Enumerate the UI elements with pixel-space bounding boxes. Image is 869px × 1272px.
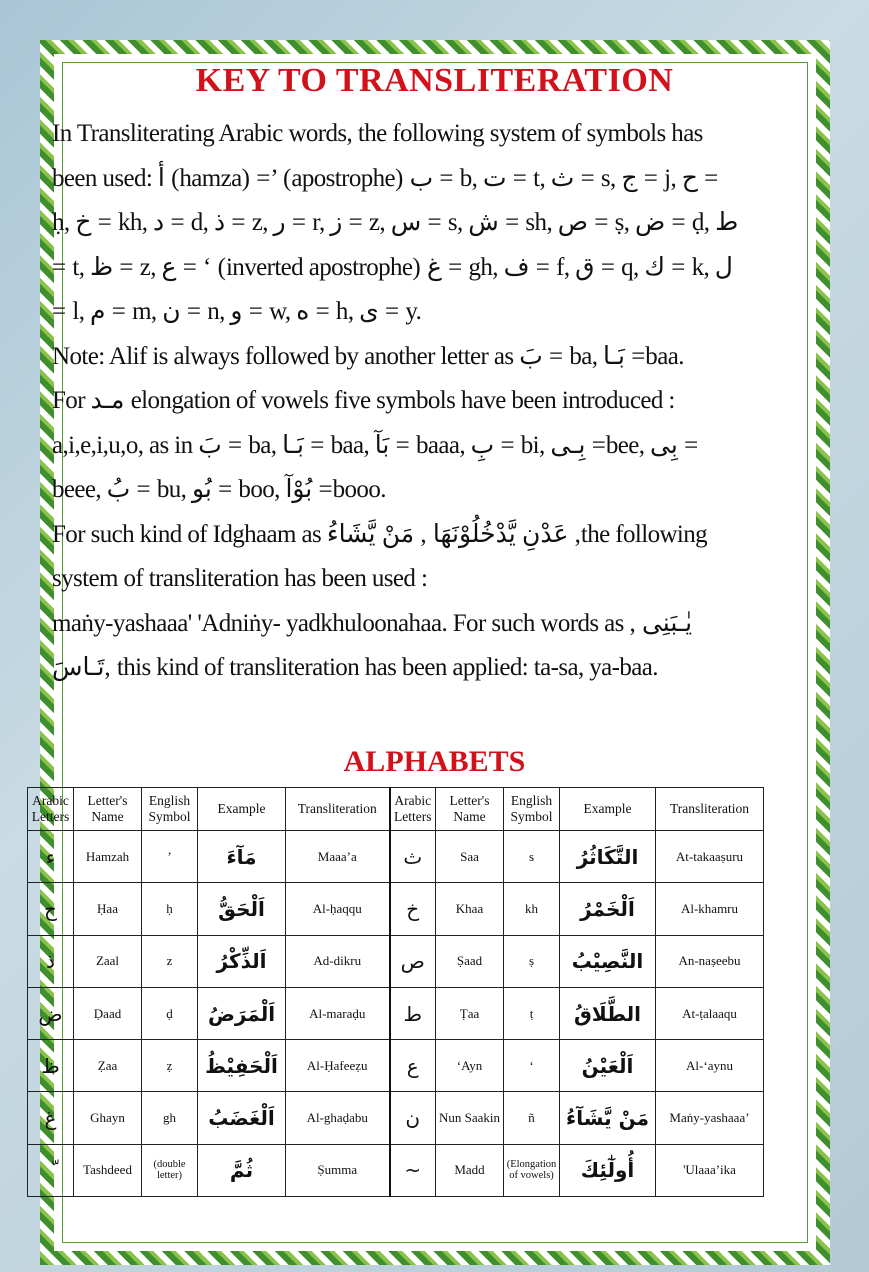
examples-paragraph: maṅy-yashaaa' 'Adniṅy- yadkhuloonahaa. For such words as يٰـبَنِى , تَـاسَ, this kind of transliteration has been applied: ta-sa, ya-baa.: [52, 609, 693, 681]
page-title: KEY TO TRANSLITERATION: [195, 62, 674, 99]
arabic-example: مَآءَ: [198, 831, 286, 883]
arabic-example: اَلذِّكْرُ: [198, 935, 286, 987]
header-arabic-letters: Arabic Letters: [28, 788, 74, 831]
table-row: [28, 935, 764, 987]
letter-name: Madd: [436, 1144, 504, 1196]
english-symbol: ‘: [504, 1040, 560, 1092]
arabic-example: اَلْحَقُّ: [198, 883, 286, 935]
idghaam-paragraph: For such kind of Idghaam as عَدْنِ يَّدْخُلُوْنَهَا , مَنْ يَّشَاءُ ,the following system of transliteration has been used :: [52, 520, 708, 592]
transliteration: Al-ḥaqqu: [286, 883, 390, 935]
alif-note: Note: Alif is always followed by another letter as بَ = ba, بَـا =baa.: [52, 342, 684, 370]
arabic-letter: ط: [390, 987, 436, 1039]
english-symbol: (Elongation of vowels): [504, 1144, 560, 1196]
header-letter-name: Letter's Name: [436, 788, 504, 831]
arabic-letter: ض: [28, 987, 74, 1039]
letter-name: Ghayn: [74, 1092, 142, 1144]
arabic-example: أُولٰٓئِكَ: [560, 1144, 656, 1196]
letter-name: Ḍaad: [74, 987, 142, 1039]
table-row: [28, 987, 764, 1039]
transliteration: At-ṭalaaqu: [656, 987, 764, 1039]
alphabets-table: [27, 787, 764, 1197]
english-symbol: ñ: [504, 1092, 560, 1144]
arabic-letter: ء: [28, 831, 74, 883]
letter-name: ‘Ayn: [436, 1040, 504, 1092]
arabic-example: اَلْغَضَبُ: [198, 1092, 286, 1144]
english-symbol: ṭ: [504, 987, 560, 1039]
transliteration: Al-ghaḍabu: [286, 1092, 390, 1144]
table-header-row: [28, 788, 764, 831]
arabic-example: ثُمَّ: [198, 1144, 286, 1196]
arabic-example: التَّكَاثُرُ: [560, 831, 656, 883]
arabic-letter: ~: [390, 1144, 436, 1196]
arabic-letter: ظ: [28, 1040, 74, 1092]
transliteration: Al-maraḍu: [286, 987, 390, 1039]
transliteration: 'Ulaaa’ika: [656, 1144, 764, 1196]
arabic-letter: ن: [390, 1092, 436, 1144]
arabic-letter: ذ: [28, 935, 74, 987]
symbols-paragraph: In Transliterating Arabic words, the following system of symbols has been used: أ (hamza) =’ (apostrophe) ب = b, ت = t, ث = s, ج = j, ح = ḥ, خ = kh, د = d, ذ = z, ر = r, ز = z, س = s, ش = sh, ص = ṣ, ض = ḍ, ط = t, ظ = z, ع = ‘ (inverted apostrophe) غ = gh, ف = f, ق = q, ك = k, ل = l, م = m, ن = n, و = w, ه = h, ى = y.: [52, 120, 739, 325]
arabic-example: مَنْ يَّشَآءُ: [560, 1092, 656, 1144]
table-row: [28, 883, 764, 935]
transliteration: Ad-dikru: [286, 935, 390, 987]
english-symbol: ṣ: [504, 935, 560, 987]
header-arabic-letters: Arabic Letters: [390, 788, 436, 831]
transliteration: Al-‘aynu: [656, 1040, 764, 1092]
header-example: Example: [560, 788, 656, 831]
letter-name: Hamzah: [74, 831, 142, 883]
table-row: [28, 1144, 764, 1196]
transliteration: Maṅy-yashaaa’: [656, 1092, 764, 1144]
letter-name: Tashdeed: [74, 1144, 142, 1196]
english-symbol: z: [142, 935, 198, 987]
english-symbol: (double letter): [142, 1144, 198, 1196]
header-example: Example: [198, 788, 286, 831]
english-symbol: ẓ: [142, 1040, 198, 1092]
letter-name: Saa: [436, 831, 504, 883]
transliteration: Al-Ḥafeeẓu: [286, 1040, 390, 1092]
alphabets-title: ALPHABETS: [343, 745, 526, 778]
table-row: [28, 1040, 764, 1092]
transliteration: Maaa’a: [286, 831, 390, 883]
table-row: [28, 1092, 764, 1144]
letter-name: Ẓaa: [74, 1040, 142, 1092]
letter-name: Ṣaad: [436, 935, 504, 987]
arabic-example: اَلْعَيْنُ: [560, 1040, 656, 1092]
arabic-letter: غ: [28, 1092, 74, 1144]
letter-name: Nun Saakin: [436, 1092, 504, 1144]
english-symbol: kh: [504, 883, 560, 935]
transliteration: Al-khamru: [656, 883, 764, 935]
letter-name: Ḥaa: [74, 883, 142, 935]
arabic-letter: [28, 1144, 74, 1196]
header-english-symbol: English Symbol: [504, 788, 560, 831]
transliteration: An-naṣeebu: [656, 935, 764, 987]
english-symbol: gh: [142, 1092, 198, 1144]
table-row: [28, 831, 764, 883]
letter-name: Khaa: [436, 883, 504, 935]
arabic-example: النَّصِيْبُ: [560, 935, 656, 987]
arabic-letter: خ: [390, 883, 436, 935]
arabic-letter: ث: [390, 831, 436, 883]
transliteration: Ṣumma: [286, 1144, 390, 1196]
arabic-letter: ح: [28, 883, 74, 935]
arabic-example: الطَّلَاقُ: [560, 987, 656, 1039]
arabic-example: اَلْمَرَضُ: [198, 987, 286, 1039]
header-letter-name: Letter's Name: [74, 788, 142, 831]
header-transliteration: Transliteration: [656, 788, 764, 831]
english-symbol: ḥ: [142, 883, 198, 935]
letter-name: Ṭaa: [436, 987, 504, 1039]
arabic-example: اَلْخَمْرُ: [560, 883, 656, 935]
arabic-letter: ص: [390, 935, 436, 987]
arabic-letter: ع: [390, 1040, 436, 1092]
english-symbol: s: [504, 831, 560, 883]
header-transliteration: Transliteration: [286, 788, 390, 831]
transliteration: At-takaaṣuru: [656, 831, 764, 883]
transliteration-key: [52, 112, 742, 691]
english-symbol: ḍ: [142, 987, 198, 1039]
english-symbol: ’: [142, 831, 198, 883]
arabic-example: اَلْحَفِيْظُ: [198, 1040, 286, 1092]
letter-name: Zaal: [74, 935, 142, 987]
header-english-symbol: English Symbol: [142, 788, 198, 831]
elongation-paragraph: For مـد elongation of vowels five symbols have been introduced : a,i,e,i,u,o, as in بَ = ba, بَـا = baa, بَآ = baaa, بِ = bi, بِـى =bee, بِى = beee, بُ = bu, بُو = boo, بُوْآ =booo.: [52, 387, 699, 503]
